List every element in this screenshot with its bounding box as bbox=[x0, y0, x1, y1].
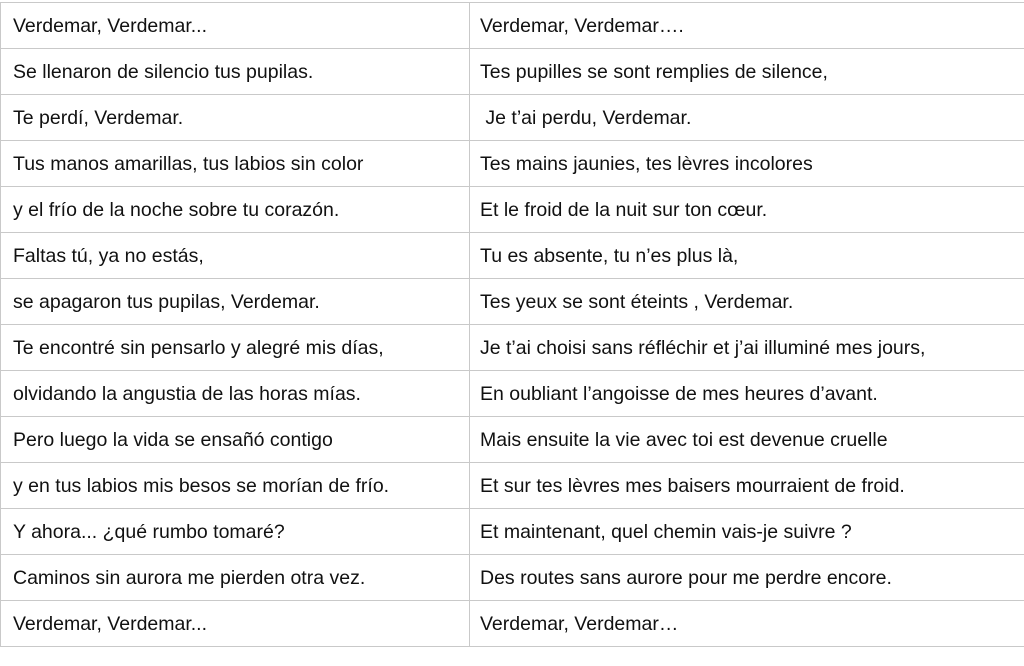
spanish-line-cell: Verdemar, Verdemar... bbox=[1, 3, 470, 49]
table-row bbox=[1, 233, 1024, 279]
table-row bbox=[1, 601, 1024, 647]
table-row bbox=[1, 95, 1024, 141]
french-line-cell: Mais ensuite la vie avec toi est devenue cruelle bbox=[470, 417, 1024, 463]
table-row bbox=[1, 371, 1024, 417]
spanish-line-cell: Verdemar, Verdemar... bbox=[1, 601, 470, 647]
french-line-cell: Je t’ai perdu, Verdemar. bbox=[470, 95, 1024, 141]
spanish-line-cell: y el frío de la noche sobre tu corazón. bbox=[1, 187, 470, 233]
french-line-cell: Verdemar, Verdemar… bbox=[470, 601, 1024, 647]
lyrics-translation-table bbox=[0, 2, 1024, 647]
table-row bbox=[1, 555, 1024, 601]
spanish-line-cell: Faltas tú, ya no estás, bbox=[1, 233, 470, 279]
table-row bbox=[1, 187, 1024, 233]
spanish-line-cell: Pero luego la vida se ensañó contigo bbox=[1, 417, 470, 463]
spanish-line-cell: Te encontré sin pensarlo y alegré mis días, bbox=[1, 325, 470, 371]
spanish-line-cell: Tus manos amarillas, tus labios sin color bbox=[1, 141, 470, 187]
table-row bbox=[1, 463, 1024, 509]
spanish-line-cell: Se llenaron de silencio tus pupilas. bbox=[1, 49, 470, 95]
french-line-cell: Et maintenant, quel chemin vais-je suivre ? bbox=[470, 509, 1024, 555]
table-row bbox=[1, 3, 1024, 49]
french-line-cell: Tes pupilles se sont remplies de silence, bbox=[470, 49, 1024, 95]
spanish-line-cell: olvidando la angustia de las horas mías. bbox=[1, 371, 470, 417]
french-line-cell: Tes yeux se sont éteints , Verdemar. bbox=[470, 279, 1024, 325]
french-line-cell: Et sur tes lèvres mes baisers mourraient de froid. bbox=[470, 463, 1024, 509]
french-line-cell: Je t’ai choisi sans réfléchir et j’ai illuminé mes jours, bbox=[470, 325, 1024, 371]
french-line-cell: Tes mains jaunies, tes lèvres incolores bbox=[470, 141, 1024, 187]
table-row bbox=[1, 325, 1024, 371]
spanish-line-cell: Te perdí, Verdemar. bbox=[1, 95, 470, 141]
french-line-cell: Et le froid de la nuit sur ton cœur. bbox=[470, 187, 1024, 233]
french-line-cell: Des routes sans aurore pour me perdre encore. bbox=[470, 555, 1024, 601]
spanish-line-cell: Caminos sin aurora me pierden otra vez. bbox=[1, 555, 470, 601]
spanish-line-cell: Y ahora... ¿qué rumbo tomaré? bbox=[1, 509, 470, 555]
table-row bbox=[1, 141, 1024, 187]
french-line-cell: Tu es absente, tu n’es plus là, bbox=[470, 233, 1024, 279]
spanish-line-cell: se apagaron tus pupilas, Verdemar. bbox=[1, 279, 470, 325]
table-row bbox=[1, 417, 1024, 463]
table-row bbox=[1, 49, 1024, 95]
french-line-cell: Verdemar, Verdemar…. bbox=[470, 3, 1024, 49]
french-line-cell: En oubliant l’angoisse de mes heures d’avant. bbox=[470, 371, 1024, 417]
table-row bbox=[1, 279, 1024, 325]
spanish-line-cell: y en tus labios mis besos se morían de frío. bbox=[1, 463, 470, 509]
table-row bbox=[1, 509, 1024, 555]
